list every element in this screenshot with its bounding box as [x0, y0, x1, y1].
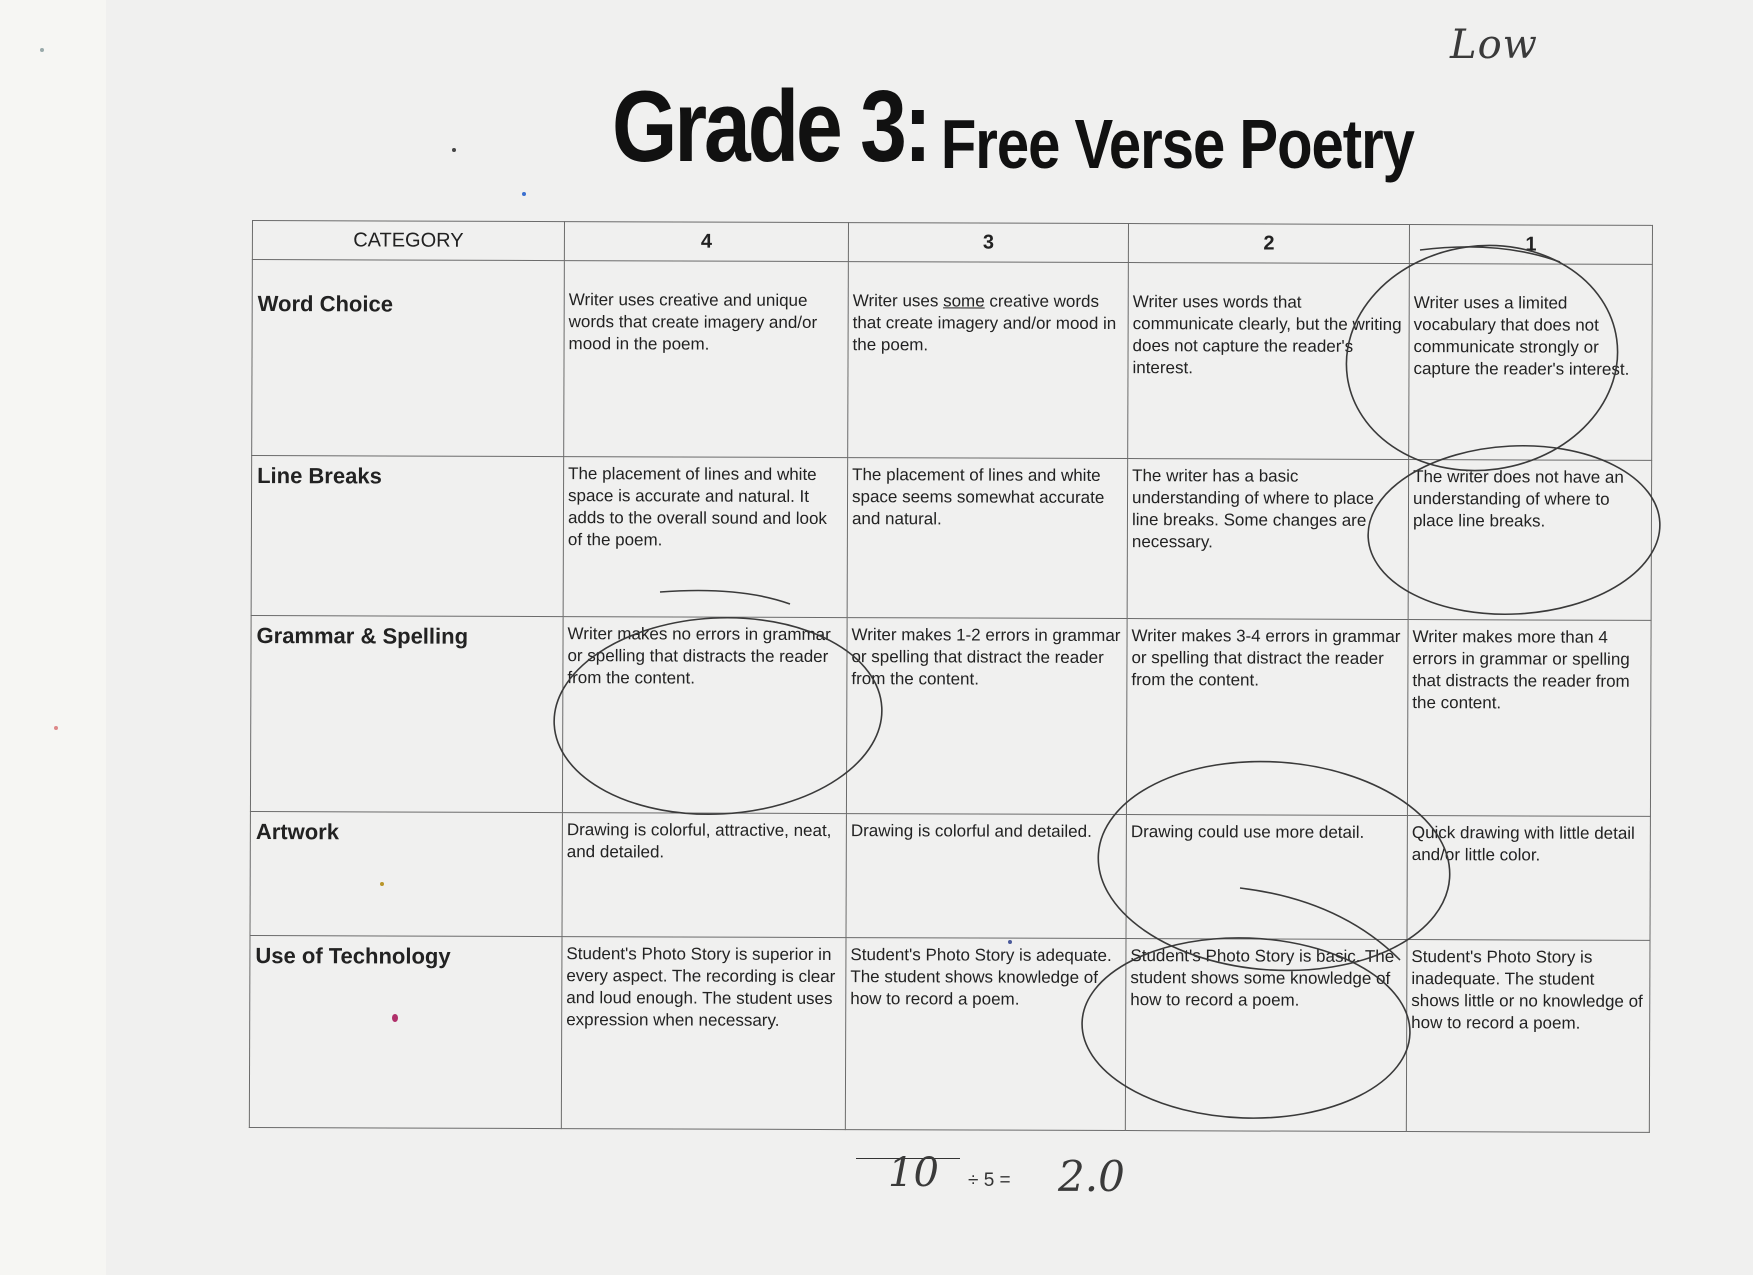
- handwritten-level-note: Low: [1450, 22, 1538, 68]
- rubric-row-grammar-spelling: [250, 615, 1651, 816]
- criterion-cell-2: Writer uses words that communicate clearly, but the writing does not capture the reader's interest.: [1128, 263, 1410, 460]
- criterion-cell-2: Writer makes 3-4 errors in grammar or spelling that distract the reader from the content.: [1126, 619, 1408, 816]
- criterion-cell-4: Student's Photo Story is superior in every aspect. The recording is clear and loud enough. The student uses expression when necessary.: [561, 937, 846, 1130]
- level-header-2: 2: [1128, 224, 1409, 264]
- criterion-cell-4: Drawing is colorful, attractive, neat, and detailed.: [562, 813, 846, 938]
- scanner-margin: [0, 0, 107, 1275]
- level-header-4: 4: [564, 222, 848, 262]
- handwritten-total-score: 10: [888, 1150, 939, 1196]
- criterion-cell-1: Quick drawing with little detail and/or little color.: [1407, 816, 1650, 941]
- criterion-cell-3: Writer makes 1-2 errors in grammar or spelling that distract the reader from the content.: [846, 618, 1127, 815]
- criterion-cell-1: Student's Photo Story is inadequate. The student shows little or no knowledge of how to record a poem.: [1406, 940, 1650, 1133]
- scan-speck: [392, 1014, 398, 1022]
- criterion-text-part: Writer uses: [852, 291, 944, 311]
- criterion-cell-4: Writer uses creative and unique words that create imagery and/or mood in the poem.: [564, 261, 849, 458]
- rubric-row-word-choice: [252, 260, 1653, 461]
- criterion-cell-3: The placement of lines and white space seems somewhat accurate and natural.: [847, 458, 1128, 619]
- criterion-cell-3: Student's Photo Story is adequate. The student shows knowledge of how to record a poem.: [845, 938, 1126, 1131]
- title-subject: Free Verse Poetry: [940, 105, 1414, 184]
- criterion-cell-1: The writer does not have an understanding of where to place line breaks.: [1408, 460, 1652, 621]
- scan-speck: [522, 192, 526, 196]
- handwritten-average-score: 2.0: [1058, 1152, 1125, 1201]
- criterion-cell-2: Student's Photo Story is basic. The student shows some knowledge of how to record a poem.: [1125, 939, 1407, 1132]
- criterion-cell-3: Drawing is colorful and detailed.: [846, 814, 1126, 939]
- level-header-3: 3: [848, 223, 1128, 263]
- criterion-cell-3: [848, 262, 1129, 459]
- category-header: CATEGORY: [252, 221, 564, 261]
- scan-speck: [380, 882, 384, 886]
- score-operation: ÷ 5 =: [968, 1170, 1011, 1191]
- criterion-cell-4: Writer makes no errors in grammar or spelling that distracts the reader from the content.: [562, 617, 847, 814]
- criterion-cell-2: Drawing could use more detail.: [1126, 815, 1407, 940]
- scan-speck: [54, 726, 58, 730]
- rubric-row-artwork: [250, 811, 1650, 940]
- underlined-word: some: [943, 291, 985, 311]
- category-label: Word Choice: [252, 260, 565, 457]
- criterion-cell-4: The placement of lines and white space is accurate and natural. It adds to the overall sound and look of the poem.: [563, 457, 848, 618]
- rubric-row-line-breaks: [251, 456, 1652, 621]
- rubric-table: [249, 220, 1653, 1133]
- criterion-cell-2: The writer has a basic understanding of where to place line breaks. Some changes are necessary.: [1127, 459, 1409, 620]
- category-label: Use of Technology: [249, 935, 562, 1128]
- page-title: [612, 69, 1414, 185]
- criterion-cell-1: Writer uses a limited vocabulary that does not communicate strongly or capture the reader's interest.: [1409, 264, 1653, 461]
- title-grade: Grade 3:: [612, 69, 929, 183]
- scan-speck: [452, 148, 456, 152]
- scan-speck: [40, 48, 44, 52]
- criterion-text-part: creative words that create imagery and/or mood in the poem.: [852, 291, 1117, 355]
- rubric-header-row: [252, 221, 1652, 265]
- category-label: Artwork: [250, 811, 562, 936]
- scan-speck: [1008, 940, 1012, 944]
- criterion-cell-1: Writer makes more than 4 errors in grammar or spelling that distracts the reader from the content.: [1407, 620, 1651, 817]
- category-label: Grammar & Spelling: [250, 615, 563, 812]
- category-label: Line Breaks: [251, 456, 564, 617]
- level-header-1: 1: [1409, 225, 1652, 265]
- rubric-row-use-of-technology: [249, 935, 1650, 1132]
